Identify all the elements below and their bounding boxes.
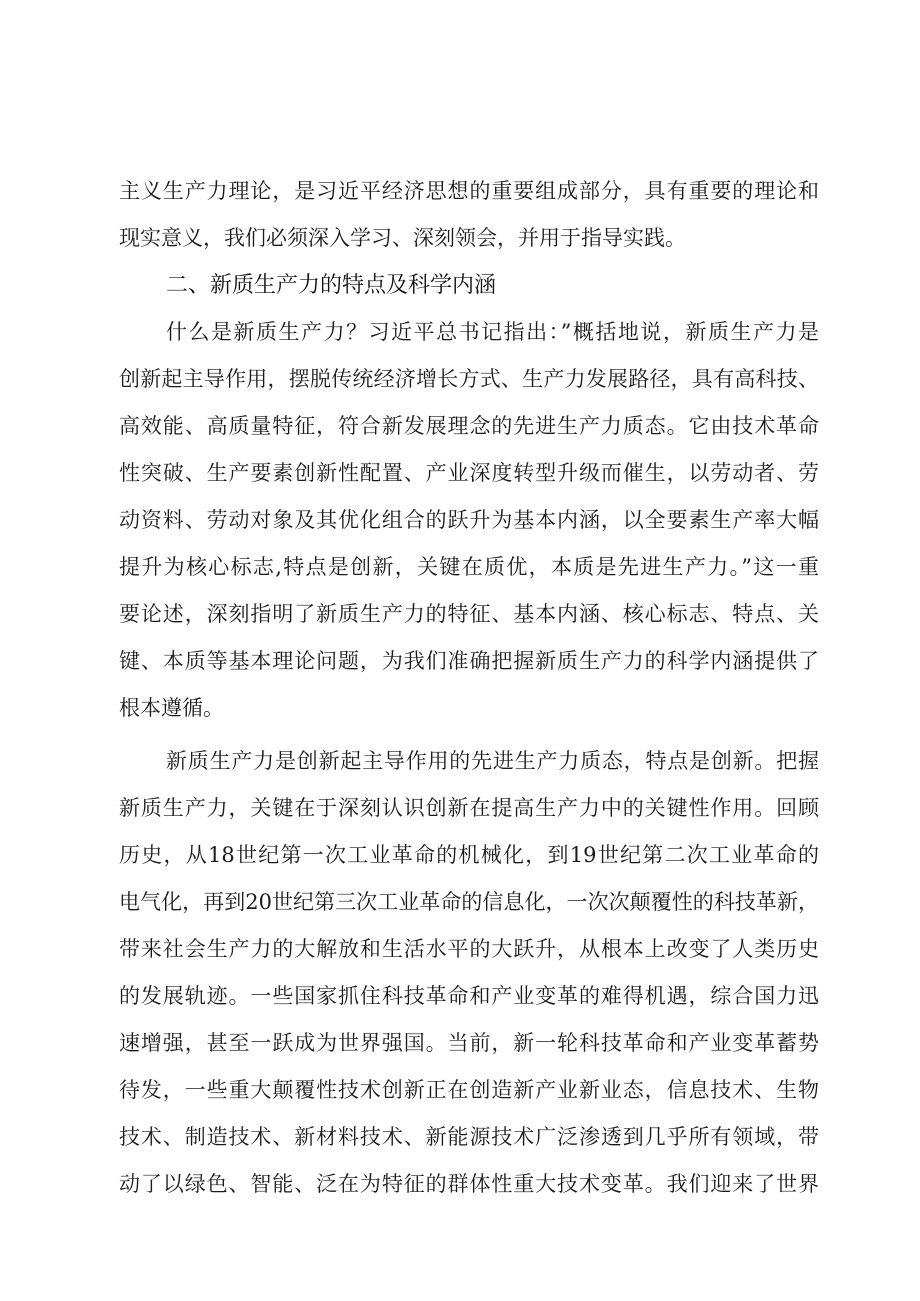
intro-line: 现实意义，我们必须深入学习、深刻领会，并用于指导实践。	[119, 226, 686, 250]
paragraph-line: 新质生产力是创新起主导作用的先进生产力质态，特点是创新。把握	[166, 749, 819, 773]
paragraph-line: 提升为核心标志,特点是创新，关键在质优，本质是先进生产力。”这一重	[119, 555, 819, 579]
paragraph-line: 技术、制造技术、新材料技术、新能源技术广泛渗透到几乎所有领域，带	[119, 1125, 819, 1149]
paragraph-line: 根本遵循。	[119, 696, 224, 720]
paragraph-line: 键、本质等基本理论问题，为我们准确把握新质生产力的科学内涵提供了	[119, 649, 819, 673]
paragraph-line: 性突破、生产要素创新性配置、产业深度转型升级而催生，以劳动者、劳	[119, 461, 819, 485]
paragraph-line: 动资料、劳动对象及其优化组合的跃升为基本内涵，以全要素生产率大幅	[119, 508, 819, 532]
paragraph-line: 待发，一些重大颠覆性技术创新正在创造新产业新业态，信息技术、生物	[119, 1078, 819, 1102]
paragraph-line: 速增强，甚至一跃成为世界强国。当前，新一轮科技革命和产业变革蓄势	[119, 1031, 819, 1055]
paragraph-line: 什么是新质生产力？习近平总书记指出：”概括地说，新质生产力是	[166, 320, 819, 344]
paragraph-line: 带来社会生产力的大解放和生活水平的大跃升，从根本上改变了人类历史	[119, 937, 819, 961]
paragraph-line: 历史，从18世纪第一次工业革命的机械化，到19世纪第二次工业革命的	[119, 843, 819, 867]
paragraph-line: 新质生产力，关键在于深刻认识创新在提高生产力中的关键性作用。回顾	[119, 796, 819, 820]
paragraph-line: 电气化，再到20世纪第三次工业革命的信息化，一次次颠覆性的科技革新，	[119, 890, 819, 914]
section-heading: 二、新质生产力的特点及科学内涵	[166, 273, 497, 298]
document-body	[119, 168, 819, 1208]
paragraph-line: 动了以绿色、智能、泛在为特征的群体性重大技术变革。我们迎来了世界	[119, 1172, 819, 1196]
intro-line: 主义生产力理论，是习近平经济思想的重要组成部分，具有重要的理论和	[119, 179, 819, 203]
paragraph-line: 高效能、高质量特征，符合新发展理念的先进生产力质态。它由技术革命	[119, 414, 819, 438]
paragraph-line: 的发展轨迹。一些国家抓住科技革命和产业变革的难得机遇，综合国力迅	[119, 984, 819, 1008]
paragraph-line: 要论述，深刻指明了新质生产力的特征、基本内涵、核心标志、特点、关	[119, 602, 819, 626]
paragraph-line: 创新起主导作用，摆脱传统经济增长方式、生产力发展路径，具有高科技、	[119, 367, 819, 391]
